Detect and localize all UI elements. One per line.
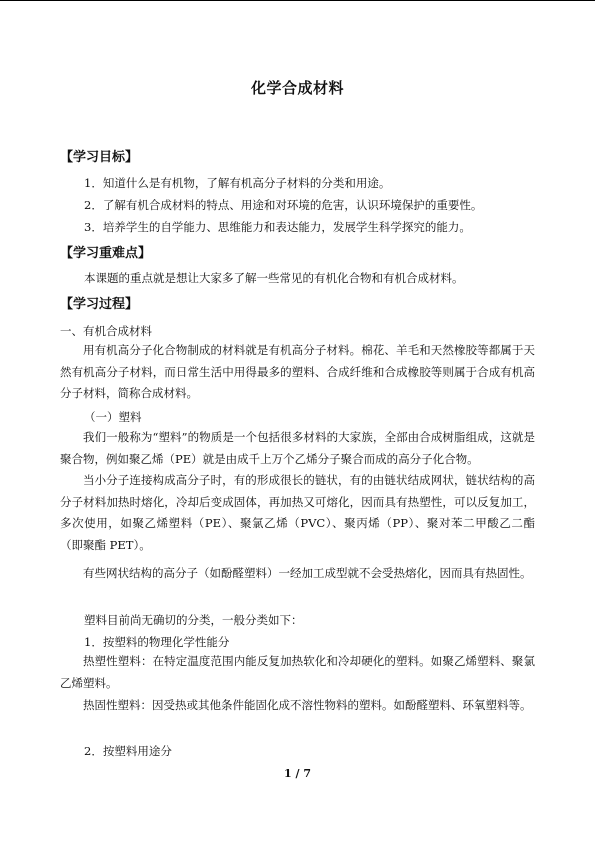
- paragraph-plastics-family: 我们一般称为“塑料”的物质是一个包括很多材料的大家族，全部由合成树脂组成，这就是聚合物，例如聚乙烯（PE）就是由成千上万个乙烯分子聚合而成的高分子化合物。: [60, 430, 535, 466]
- paragraph-thermoset-structure: 有些网状结构的高分子（如酚醛塑料）一经加工成型就不会受热熔化，因而具有热固性。: [83, 566, 532, 580]
- goal-item-3: 3．培养学生的自学能力、思维能力和表达能力，发展学生科学探究的能力。: [84, 220, 471, 234]
- keypoints-heading: 【学习重难点】: [60, 246, 152, 261]
- section-heading-organic-materials: 一、有机合成材料: [60, 324, 152, 338]
- goal-item-2: 2．了解有机合成材料的特点、用途和对环境的危害，认识环境保护的重要性。: [84, 198, 483, 212]
- paragraph-thermoplastic-structure: 当小分子连接构成高分子时，有的形成很长的链状，有的由链状结成网状，链状结构的高分子材料加热时熔化，冷却后变成固体，再加热又可熔化，因而具有热塑性，可以反复加工，多次使用，如聚乙烯塑料（PE）、聚氯乙烯（PVC）、聚丙烯（PP）、聚对苯二甲酸乙二酯（即聚酯 PET）。: [60, 473, 535, 552]
- paragraph-thermoset-definition: 热固性塑料：因受热或其他条件能固化成不溶性物料的塑料。如酚醛塑料、环氧塑料等。: [83, 698, 532, 712]
- paragraph-thermoplastic-definition: 热塑性塑料：在特定温度范围内能反复加热软化和冷却硬化的塑料。如聚乙烯塑料、聚氯乙烯塑料。: [60, 654, 535, 690]
- keypoints-text: 本课题的重点就是想让大家多了解一些常见的有机化合物和有机合成材料。: [84, 271, 464, 285]
- paragraph-classification-intro: 塑料目前尚无确切的分类，一般分类如下：: [84, 613, 303, 627]
- goal-item-1: 1．知道什么是有机物，了解有机高分子材料的分类和用途。: [84, 176, 391, 190]
- top-rule: [0, 0, 595, 1]
- page-title: 化学合成材料: [250, 79, 344, 97]
- list-item-by-physical-chemical: 1．按塑料的物理化学性能分: [84, 635, 230, 649]
- process-heading: 【学习过程】: [60, 297, 139, 312]
- page-number: 1 / 7: [284, 767, 311, 780]
- list-item-by-usage: 2．按塑料用途分: [84, 744, 172, 758]
- paragraph-organic-polymers: 用有机高分子化合物制成的材料就是有机高分子材料。棉花、羊毛和天然橡胶等都属于天然有机高分子材料，而日常生活中用得最多的塑料、合成纤维和合成橡胶等则属于合成有机高分子材料，简称合成材料。: [60, 343, 535, 401]
- subsection-plastics: （一）塑料: [84, 410, 142, 424]
- goals-heading: 【学习目标】: [60, 150, 139, 165]
